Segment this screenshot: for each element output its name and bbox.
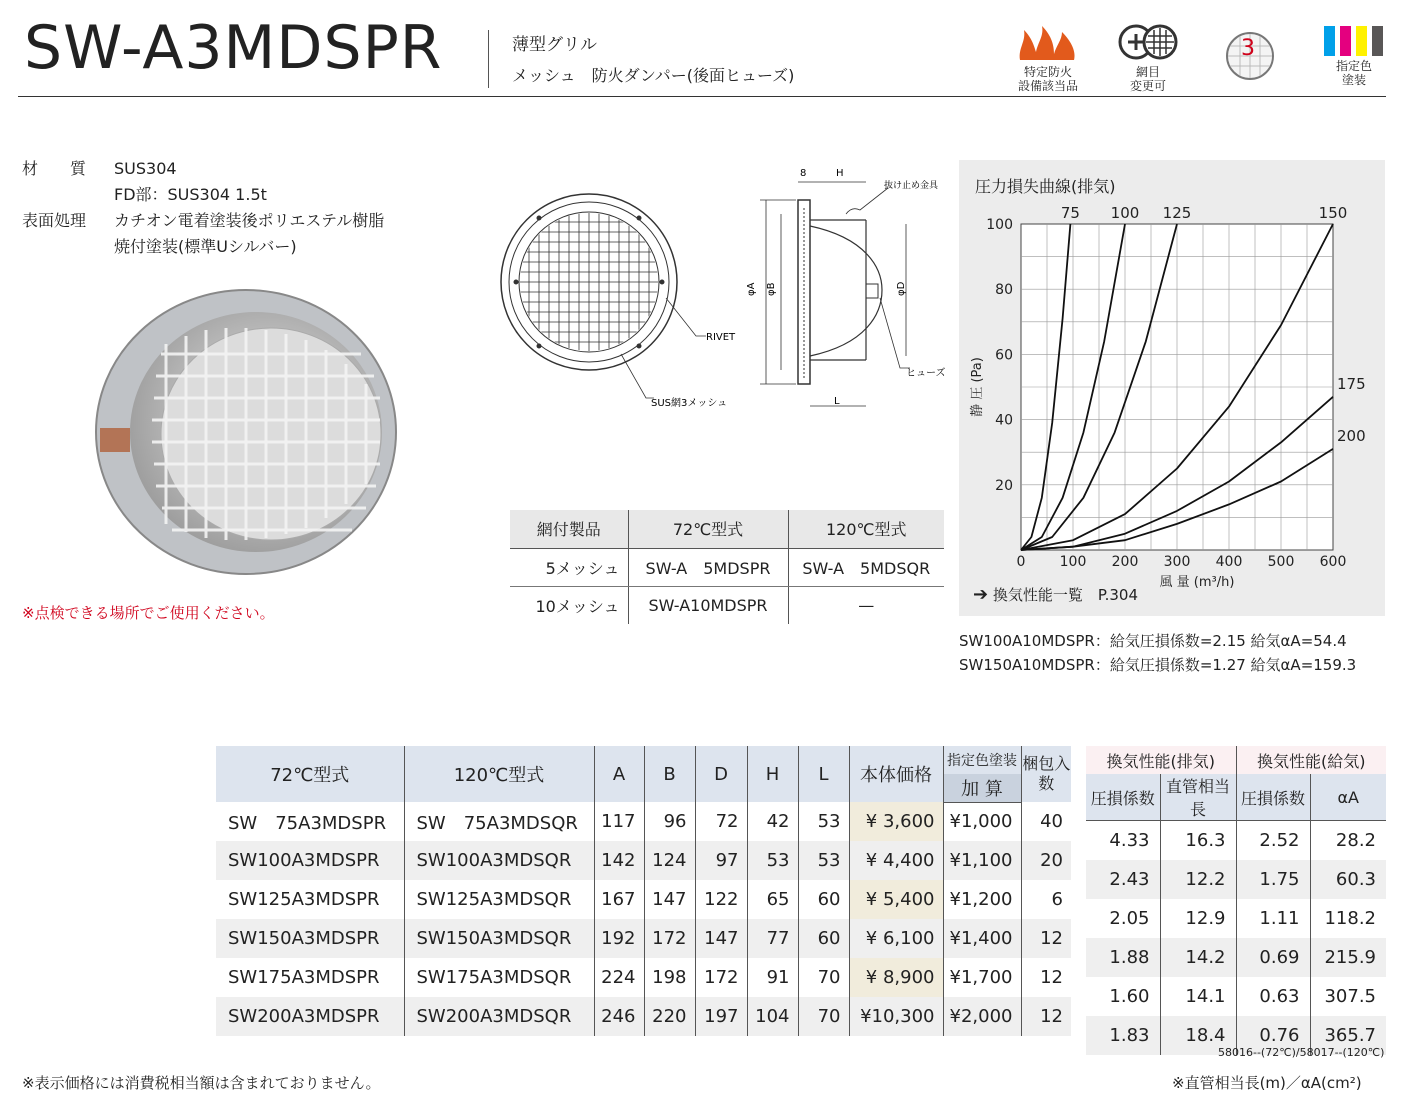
spec-surface-label: 表面処理 [22,211,87,230]
b-cell: 198 [644,958,695,997]
loss-cell: 2.43 [1086,860,1160,899]
th-color1: 指定色塗装 [943,746,1021,774]
mesh-badge-line2: 変更可 [1129,79,1166,93]
h-cell: 53 [747,841,798,880]
alpha-cell: 215.9 [1310,938,1386,977]
pack-cell: 12 [1021,958,1071,997]
alpha-cell: 307.5 [1310,977,1386,1016]
fire-badge-line1: 特定防火 [1023,65,1072,79]
spec-material-value: SUS304 [114,159,177,178]
th-supply: 換気性能(給気) [1236,746,1386,774]
a-cell: 142 [594,841,644,880]
series-label-150: 150 [1318,204,1348,222]
series-label-75: 75 [1060,204,1080,222]
model-120-cell: SW200A3MDSQR [404,997,594,1036]
spec-material-label: 材 質 [22,159,87,178]
mesh-number-badge [1222,30,1278,85]
spec-surface-2: 焼付塗装(標準Uシルバー) [114,237,297,256]
th-alpha: αA [1310,774,1386,821]
x-tick-label: 100 [1059,554,1087,570]
alpha-cell: 28.2 [1310,821,1386,860]
color-bars-icon [1322,26,1386,56]
chart-title: 圧力損失曲線(排気) [975,177,1116,196]
d-cell: 197 [695,997,747,1036]
table-row [1086,899,1386,938]
table-row [510,586,944,624]
spec-surface-value: カチオン電着塗装後ポリエステル樹脂 [114,211,385,230]
label-fuse: ヒューズ [906,368,946,379]
x-tick-label: 200 [1111,554,1139,570]
table-row [510,548,944,586]
mesh-cell: 5メッシュ [510,548,628,586]
add-cell: ¥2,000 [943,997,1021,1036]
model-120-cell: SW175A3MDSQR [404,958,594,997]
h-cell: 104 [747,997,798,1036]
loss-cell: 1.83 [1086,1016,1160,1055]
h-cell: 65 [747,880,798,919]
alpha-cell: 365.7 [1310,1016,1386,1055]
model-72-cell: SW200A3MDSPR [216,997,404,1036]
table-row [216,841,1071,880]
series-label-100: 100 [1110,204,1140,222]
straight-cell: 14.2 [1160,938,1236,977]
table-row [216,997,1071,1036]
mesh-change-icon [1116,22,1180,62]
d-cell: 72 [695,802,747,841]
label-stopper: 抜け止め金具 [884,181,939,191]
loss2-cell: 1.11 [1236,899,1310,938]
h-cell: 91 [747,958,798,997]
straight-cell: 14.1 [1160,977,1236,1016]
th-120: 120℃型式 [404,746,594,802]
alpha-cell: 118.2 [1310,899,1386,938]
loss2-cell: 0.63 [1236,977,1310,1016]
title-divider [488,30,489,88]
loss2-cell: 1.75 [1236,860,1310,899]
th-d: D [695,746,747,802]
mesh-number: 3 [1241,36,1255,61]
model-72-cell: SW175A3MDSPR [228,967,380,988]
loss-cell: 1.88 [1086,938,1160,977]
color-badge [1318,26,1390,87]
l-cell: 70 [798,958,849,997]
pack-cell: 12 [1021,997,1071,1036]
model-72-cell: SW100A3MDSPR [216,841,404,880]
mesh-th-product: 網付製品 [510,510,628,548]
table-row [216,919,1071,958]
loss2-cell: 0.76 [1236,1016,1310,1055]
a-cell: 167 [594,880,644,919]
series-label-200: 200 [1337,426,1366,445]
d-cell: 97 [695,841,747,880]
mesh-th-72: 72℃型式 [628,510,788,548]
add-cell: ¥1,400 [943,919,1021,958]
performance-table [1086,746,1386,1055]
dim-d: φD [896,281,907,296]
h-cell: 77 [747,919,798,958]
loss2-cell: 0.69 [1236,938,1310,977]
table-row [1086,821,1386,860]
mesh-cell: SW-A 5MDSPR [628,548,788,586]
straight-cell: 16.3 [1160,821,1236,860]
performance-table-body [1086,821,1386,1055]
chart-link[interactable] [973,584,1138,605]
product-code: 58016--(72℃)/58017--(120℃) [1218,1046,1385,1059]
table-row [216,958,1071,997]
subtitle-damper: メッシュ 防火ダンパー(後面ヒューズ) [512,66,795,85]
add-cell: ¥1,200 [943,880,1021,919]
price-table [216,746,1071,1036]
y-tick-label: 20 [995,477,1013,494]
side-view [760,182,910,406]
spec-material [22,158,177,180]
a-cell: 117 [594,802,644,841]
b-cell: 147 [644,880,695,919]
d-cell: 172 [695,958,747,997]
price-cell: ¥ 3,600 [849,802,943,841]
fire-icon [1016,22,1080,62]
arrow-right-icon: ➔ [973,584,989,605]
mesh-product-table [510,510,944,624]
x-tick-label: 400 [1215,554,1243,570]
series-label-125: 125 [1162,204,1192,222]
model-120-cell: SW125A3MDSQR [404,880,594,919]
th-color2: 加 算 [943,774,1021,802]
straight-cell: 12.9 [1160,899,1236,938]
price-cell: ¥ 4,400 [849,841,943,880]
model-72-cell: SW150A3MDSPR [216,919,404,958]
loss2-cell: 2.52 [1236,821,1310,860]
page-title: SW-A3MDSPR [24,13,443,83]
table-row [1086,977,1386,1016]
color-badge-line1: 指定色 [1335,59,1372,73]
price-table-body [216,802,1071,1036]
mesh-cell: SW-A10MDSPR [628,586,788,624]
add-cell: ¥1,100 [943,841,1021,880]
y-axis-label: 静 圧 (Pa) [970,357,985,417]
th-pack: 梱包入数 [1021,746,1071,802]
pack-cell: 6 [1021,880,1071,919]
loss-cell: 1.60 [1109,985,1150,1007]
mesh-th-120: 120℃型式 [788,510,944,548]
fire-badge-line2: 設備該当品 [1017,79,1078,93]
table-row [216,802,1071,841]
l-cell: 60 [798,880,849,919]
price-cell: ¥ 8,900 [849,958,943,997]
th-exhaust: 換気性能(排気) [1086,746,1236,774]
th-b: B [644,746,695,802]
x-tick-label: 500 [1267,554,1295,570]
mesh-cell: — [788,586,944,624]
d-cell: 147 [695,919,747,958]
a-cell: 192 [594,919,644,958]
loss-cell: 4.33 [1109,829,1150,851]
usage-note: ※点検できる場所でご使用ください。 [22,604,275,622]
product-photo [56,284,416,584]
mesh-cell: 10メッシュ [535,596,620,616]
b-cell: 96 [644,802,695,841]
x-tick-label: 600 [1319,554,1347,570]
dim-h: H [836,168,844,179]
x-tick-label: 0 [1016,554,1026,570]
th-loss2: 圧損係数 [1236,774,1310,821]
loss-cell: 2.05 [1109,907,1150,929]
header-rule [18,96,1386,97]
dim-l: L [834,396,840,407]
pressure-loss-chart-panel [959,160,1385,616]
x-axis-label: 風 量 (m³/h) [1159,575,1235,590]
b-cell: 220 [644,997,695,1036]
supply-note-2: SW150A10MDSPR：給気圧損係数=1.27 給気αA=159.3 [959,656,1357,674]
model-120-cell: SW150A3MDSQR [404,919,594,958]
price-cell: ¥ 6,100 [849,919,943,958]
mesh-badge-line1: 網目 [1135,65,1160,79]
h-cell: 42 [747,802,798,841]
table-row [216,880,1071,919]
model-72-cell: SW125A3MDSPR [228,889,380,910]
add-cell: ¥1,700 [943,958,1021,997]
b-cell: 172 [644,919,695,958]
pack-cell: 12 [1021,919,1071,958]
spec-fd: FD部：SUS304 1.5t [114,185,267,204]
straight-cell: 12.2 [1160,860,1236,899]
model-72-cell: SW 75A3MDSPR [228,812,387,834]
th-straight: 直管相当長 [1160,774,1236,821]
pressure-loss-chart [959,160,1385,590]
l-cell: 53 [798,841,849,880]
supply-note-1: SW100A10MDSPR：給気圧損係数=2.15 給気αA=54.4 [959,632,1347,650]
dim-8: 8 [800,168,807,179]
add-cell: ¥1,000 [943,802,1021,841]
table-row [1086,938,1386,977]
mesh-change-badge [1110,22,1186,93]
unit-note: ※直管相当長(m)／αA(cm²) [1172,1074,1362,1092]
l-cell: 60 [798,919,849,958]
straight-cell: 18.4 [1160,1016,1236,1055]
th-h: H [747,746,798,802]
pack-cell: 40 [1021,802,1071,841]
series-label-175: 175 [1337,374,1366,393]
l-cell: 53 [798,802,849,841]
subtitle-grill: 薄型グリル [512,35,597,55]
y-tick-label: 100 [986,217,1013,233]
price-cell: ¥ 5,400 [849,880,943,919]
model-120-cell: SW100A3MDSQR [404,841,594,880]
mesh-cell: SW-A 5MDSQR [788,548,944,586]
color-badge-line2: 塗装 [1341,73,1366,87]
tax-note: ※表示価格には消費税相当額は含まれておりません。 [22,1074,381,1092]
pack-cell: 20 [1021,841,1071,880]
alpha-cell: 60.3 [1310,860,1386,899]
label-rivet: RIVET [706,332,736,343]
th-a: A [594,746,644,802]
th-price: 本体価格 [849,746,943,802]
dim-b: φB [766,282,777,296]
table-row [1086,860,1386,899]
fire-badge [1010,22,1086,93]
dim-a: φA [746,282,757,296]
th-72: 72℃型式 [216,746,404,802]
a-cell: 224 [594,958,644,997]
y-tick-label: 80 [995,282,1013,299]
th-loss: 圧損係数 [1086,774,1160,821]
model-120-cell: SW 75A3MDSQR [404,802,594,841]
chart-link-text: 換気性能一覧 P.304 [992,586,1138,604]
front-view [501,194,706,398]
label-mesh: SUS網3メッシュ [651,398,728,409]
price-cell: ¥10,300 [849,997,943,1036]
technical-drawing [496,158,946,420]
spec-surface [22,210,384,232]
l-cell: 70 [798,997,849,1036]
y-tick-label: 40 [995,412,1013,429]
a-cell: 246 [594,997,644,1036]
d-cell: 122 [695,880,747,919]
y-tick-label: 60 [995,347,1013,364]
b-cell: 124 [644,841,695,880]
th-l: L [798,746,849,802]
x-tick-label: 300 [1163,554,1191,570]
